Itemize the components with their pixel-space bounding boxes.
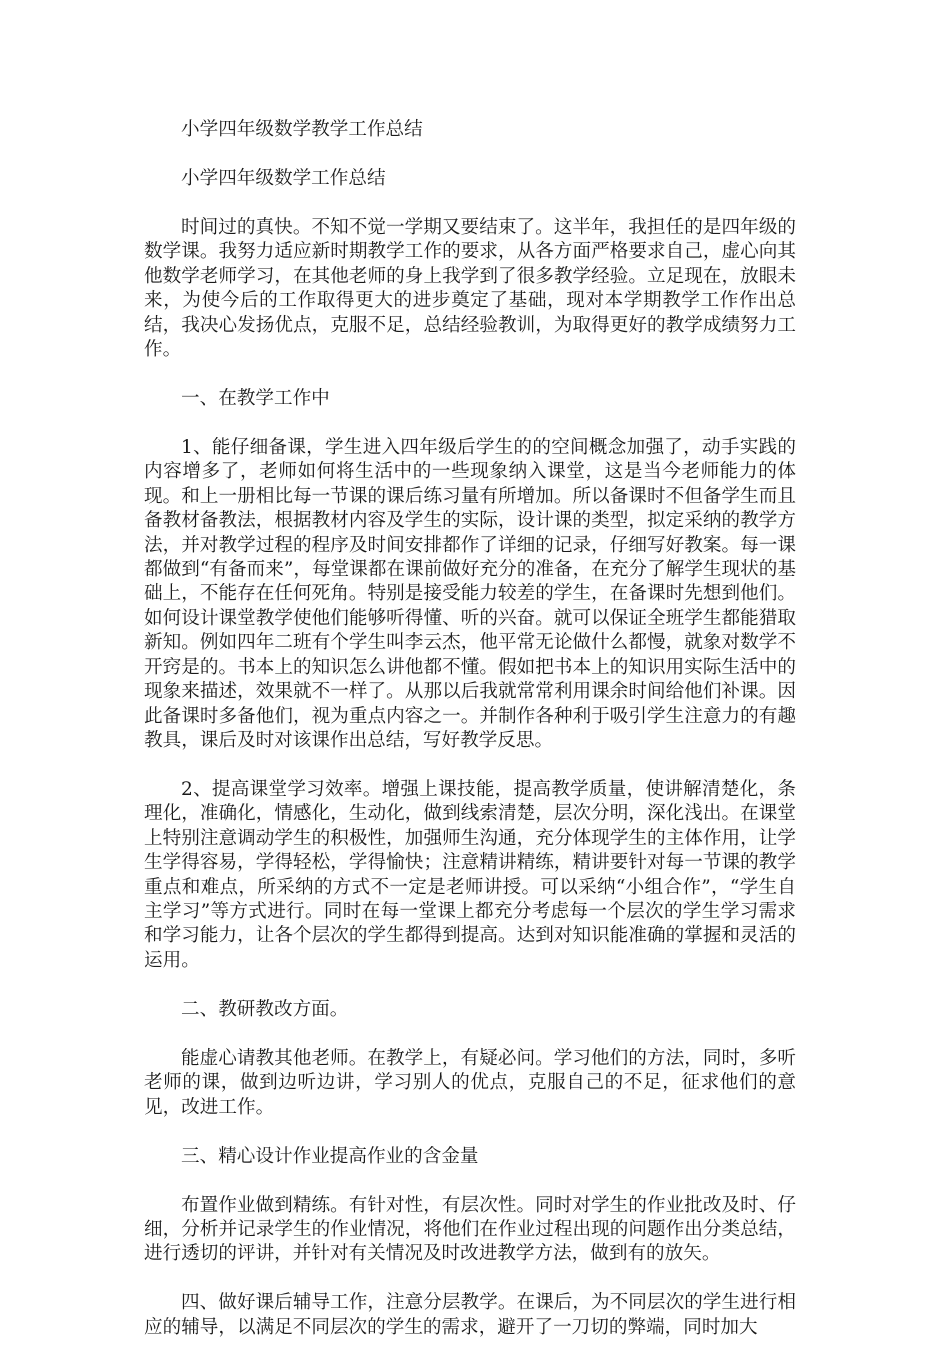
paragraph-classroom-efficiency: 2、提高课堂学习效率。增强上课技能，提高教学质量，使讲解清楚化，条理化，准确化，情感化，生动化，做到线索清楚，层次分明，深化浅出。在课堂上特别注意调动学生的积极性，加强师生沟通，充分体现学生的主体作用，让学生学得容易，学得轻松，学得愉快；注意精讲精练，精讲要针对每一节课的教学重点和难点，所采纳的方式不一定是老师讲授。可以采纳“小组合作”，“学生自主学习”等方式进行。同时在每一堂课上都充分考虑每一个层次的学生学习需求和学习能力，让各个层次的学生都得到提高。达到对知识能准确的掌握和灵活的运用。: [144, 778, 796, 971]
section-heading-teaching: 一、在教学工作中: [181, 388, 330, 410]
document-title: 小学四年级数学教学工作总结: [181, 119, 423, 140]
document-subtitle: 小学四年级数学工作总结: [181, 168, 386, 189]
paragraph-homework: 布置作业做到精练。有针对性，有层次性。同时对学生的作业批改及时、仔细，分析并记录学生的作业情况，将他们在作业过程出现的问题作出分类总结，进行透切的评讲，并针对有关情况及时改进教学方法，做到有的放矢。: [144, 1194, 796, 1265]
section-heading-homework: 三、精心设计作业提高作业的含金量: [181, 1145, 479, 1167]
paragraph-intro: 时间过的真快。不知不觉一学期又要结束了。这半年，我担任的是四年级的数学课。我努力适应新时期教学工作的要求，从各方面严格要求自己，虚心向其他数学老师学习，在其他老师的身上我学到了很多教学经验。立足现在，放眼未来，为使今后的工作取得更大的进步奠定了基础，现对本学期教学工作作出总结，我决心发扬优点，克服不足，总结经验教训，为取得更好的教学成绩努力工作。: [144, 217, 796, 361]
paragraph-tutoring: 四、做好课后辅导工作，注意分层教学。在课后，为不同层次的学生进行相应的辅导，以满足不同层次的学生的需求，避开了一刀切的弊端，同时加大: [144, 1292, 796, 1338]
section-heading-research: 二、教研教改方面。: [181, 998, 349, 1020]
paragraph-research: 能虚心请教其他老师。在教学上，有疑必问。学习他们的方法，同时，多听老师的课，做到边听边讲，学习别人的优点，克服自己的不足，征求他们的意见，改进工作。: [144, 1047, 796, 1118]
paragraph-lesson-prep: 1、能仔细备课，学生进入四年级后学生的的空间概念加强了，动手实践的内容增多了，老师如何将生活中的一些现象纳入课堂，这是当今老师能力的体现。和上一册相比每一节课的课后练习量有所增加。所以备课时不但备学生而且备教材备教法，根据教材内容及学生的实际，设计课的类型，拟定采纳的教学方法，并对教学过程的程序及时间安排都作了详细的记录，仔细写好教案。每一课都做到“有备而来”，每堂课都在课前做好充分的准备，在充分了解学生现状的基础上，不能存在任何死角。特别是接受能力较差的学生，在备课时先想到他们。如何设计课堂教学使他们能够听得懂、听的兴奋。就可以保证全班学生都能猎取新知。例如四年二班有个学生叫李云杰，他平常无论做什么都慢，就象对数学不开窍是的。书本上的知识怎么讲他都不懂。假如把书本上的知识用实际生活中的现象来描述，效果就不一样了。从那以后我就常常利用课余时间给他们补课。因此备课时多备他们，视为重点内容之一。并制作各种利于吸引学生注意力的有趣教具，课后及时对该课作出总结，写好教学反思。: [144, 437, 796, 751]
document-body: [144, 118, 796, 1365]
